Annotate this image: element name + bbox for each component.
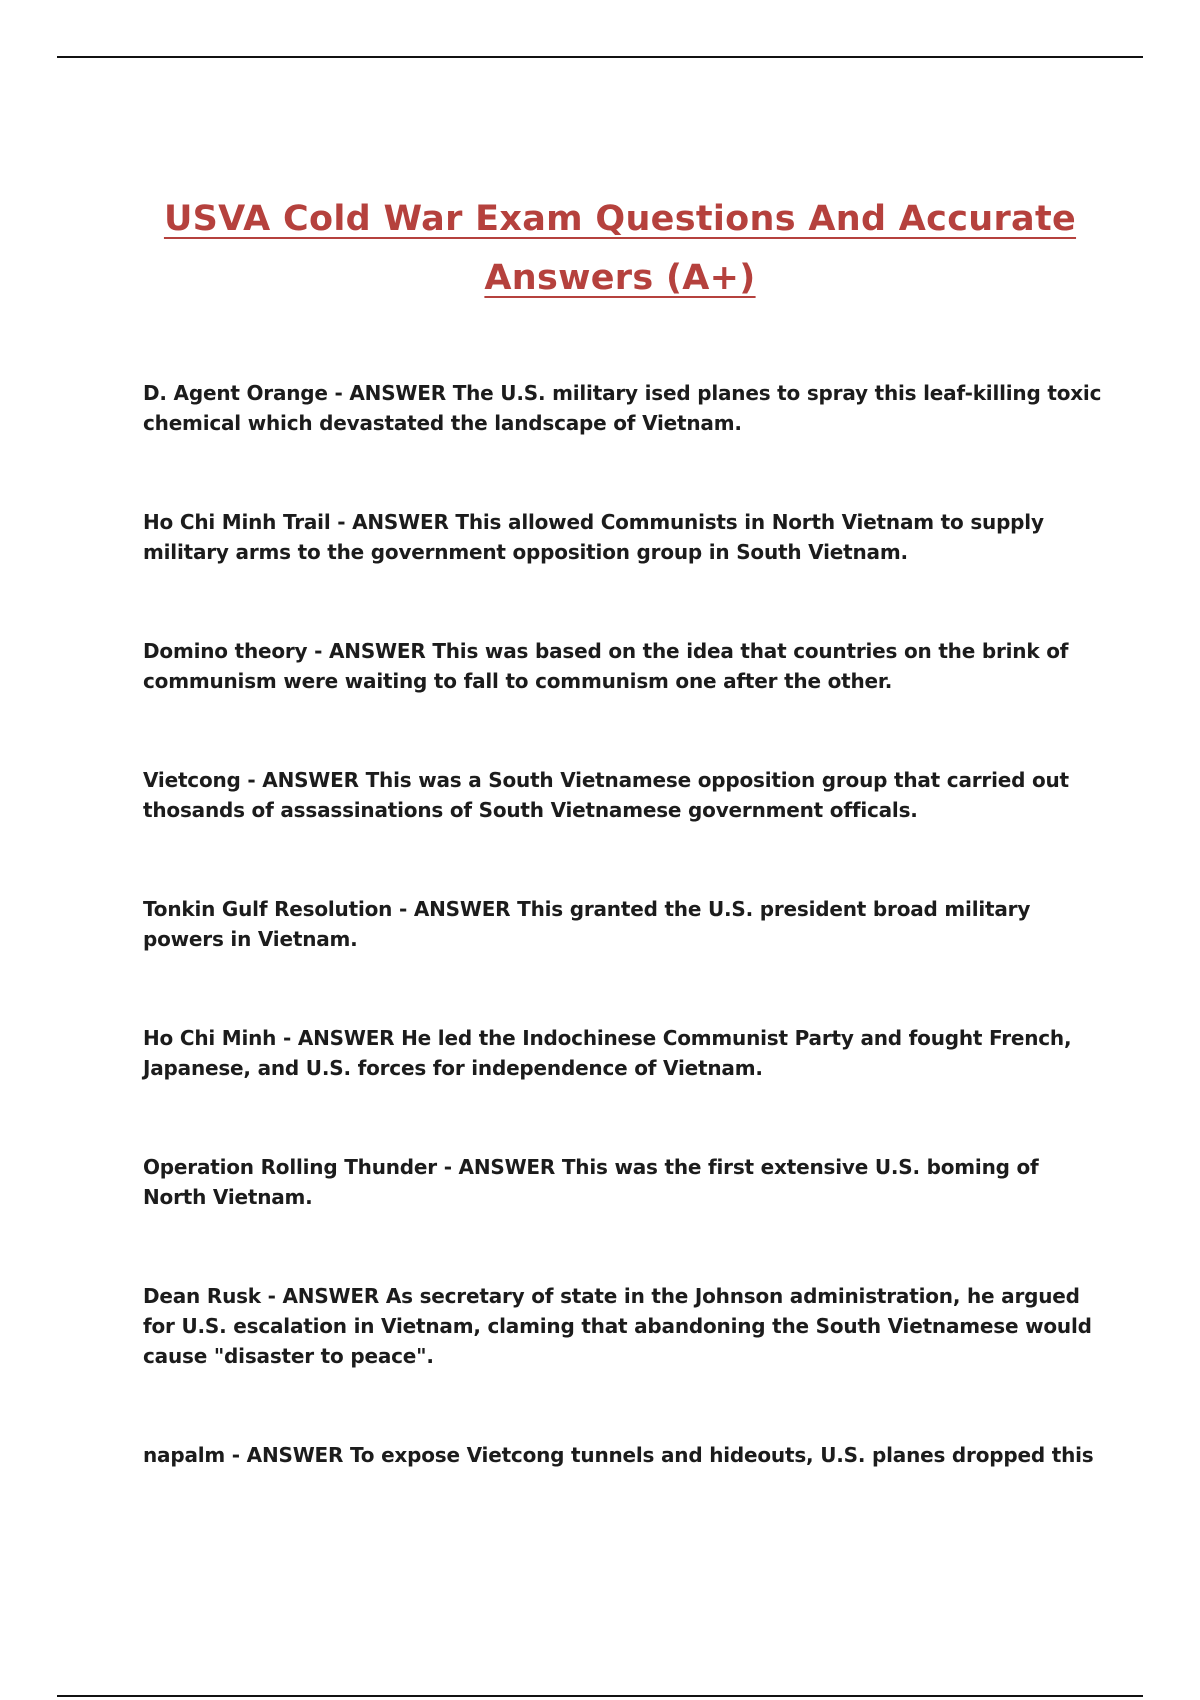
qa-item-ho-chi-minh-trail: Ho Chi Minh Trail - ANSWER This allowed Communists in North Vietnam to supply military arms to the government opposition group in South Vietnam.	[143, 510, 1044, 564]
qa-item-agent-orange: D. Agent Orange - ANSWER The U.S. military ised planes to spray this leaf-killing toxic chemical which devastated the landscape of Vietnam.	[143, 381, 1102, 435]
qa-item-operation-rolling-thunder: Operation Rolling Thunder - ANSWER This was the first extensive U.S. boming of North Vietnam.	[143, 1155, 1039, 1209]
qa-item-dean-rusk: Dean Rusk - ANSWER As secretary of state in the Johnson administration, he argued for U.S. escalation in Vietnam, claming that abandoning the South Vietnamese would cause "disaster to peace".	[143, 1284, 1092, 1368]
top-divider	[57, 56, 1143, 58]
title-block	[100, 190, 1140, 308]
qa-item-domino-theory: Domino theory - ANSWER This was based on the idea that countries on the brink of communism were waiting to fall to communism one after the other.	[143, 639, 1069, 693]
qa-list	[143, 378, 1103, 1569]
qa-item-ho-chi-minh: Ho Chi Minh - ANSWER He led the Indochinese Communist Party and fought French, Japanese, and U.S. forces for independence of Vietnam.	[143, 1026, 1072, 1080]
document-title: USVA Cold War Exam Questions And Accurate Answers (A+)	[163, 199, 1077, 298]
qa-item-vietcong: Vietcong - ANSWER This was a South Vietnamese opposition group that carried out thosands of assassinations of South Vietnamese government officals.	[143, 768, 1069, 822]
bottom-divider	[57, 1695, 1143, 1697]
qa-item-napalm: napalm - ANSWER To expose Vietcong tunnels and hideouts, U.S. planes dropped this	[143, 1443, 1094, 1467]
qa-item-tonkin-gulf-resolution: Tonkin Gulf Resolution - ANSWER This granted the U.S. president broad military powers in Vietnam.	[143, 897, 1031, 951]
